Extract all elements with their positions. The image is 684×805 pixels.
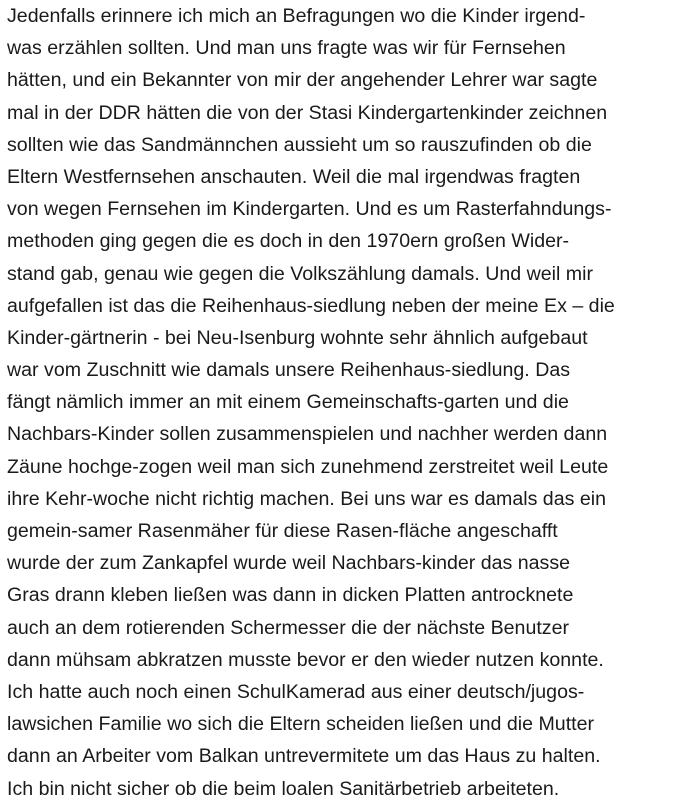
text-line: von wegen Fernsehen im Kindergarten. Und es um Rasterfahndungs- [7,198,612,221]
text-line: Jedenfalls erinnere ich mich an Befragungen wo die Kinder irgend- [7,5,586,27]
body-text [7,0,683,805]
text-line: methoden ging gegen die es doch in den 1970ern großen Wider- [7,230,570,253]
text-line: stand gab, genau wie gegen die Volkszählung damals. Und weil mir [7,262,593,285]
text-line: sollten wie das Sandmännchen aussieht um so rauszufinden ob die [7,133,592,156]
text-line: lawsichen Familie wo sich die Eltern scheiden ließen und die Mutter [7,713,595,736]
text-line: Eltern Westfernsehen anschauten. Weil die mal irgendwas fragten [7,165,581,188]
text-line: mal in der DDR hätten die von der Stasi Kindergartenkinder zeichnen [7,101,608,124]
text-line: was erzählen sollten. Und man uns fragte was wir für Fernsehen [7,37,566,60]
text-line: war vom Zuschnitt wie damals unsere Reihenhaus-siedlung. Das [7,359,571,382]
text-line: wurde der zum Zankapfel wurde weil Nachbars-kinder das nasse [7,552,571,575]
text-line: Kinder-gärtnerin - bei Neu-Isenburg wohnte sehr ähnlich aufgebaut [7,326,588,349]
text-line: Ich bin nicht sicher ob die beim loalen Sanitärbetrieb arbeiteten. [7,777,560,800]
text-line: Gras drann kleben ließen was dann in dicken Platten antrocknete [7,584,574,607]
text-line: gemein-samer Rasenmäher für diese Rasen-fläche angeschafft [7,520,558,542]
text-line: auch an dem rotierenden Schermesser die der nächste Benutzer [7,616,570,639]
text-line: ihre Kehr-woche nicht richtig machen. Bei uns war es damals das ein [7,487,606,510]
text-line: Ich hatte auch noch einen SchulKamerad aus einer deutsch/jugos- [7,680,585,703]
text-line: dann an Arbeiter vom Balkan untrevermitete um das Haus zu halten. [7,745,601,768]
text-line: Zäune hochge-zogen weil man sich zunehmend zerstreitet weil Leute [7,455,609,478]
text-line: Nachbars-Kinder sollen zusammenspielen und nachher werden dann [7,423,608,446]
text-line: fängt nämlich immer an mit einem Gemeinschafts-garten und die [7,391,569,414]
text-line: hätten, und ein Bekannter von mir der angehender Lehrer war sagte [7,69,598,92]
text-line: aufgefallen ist das die Reihenhaus-siedlung neben der meine Ex – die [7,294,615,317]
text-line: dann mühsam abkratzen musste bevor er den wieder nutzen konnte. [7,648,604,671]
